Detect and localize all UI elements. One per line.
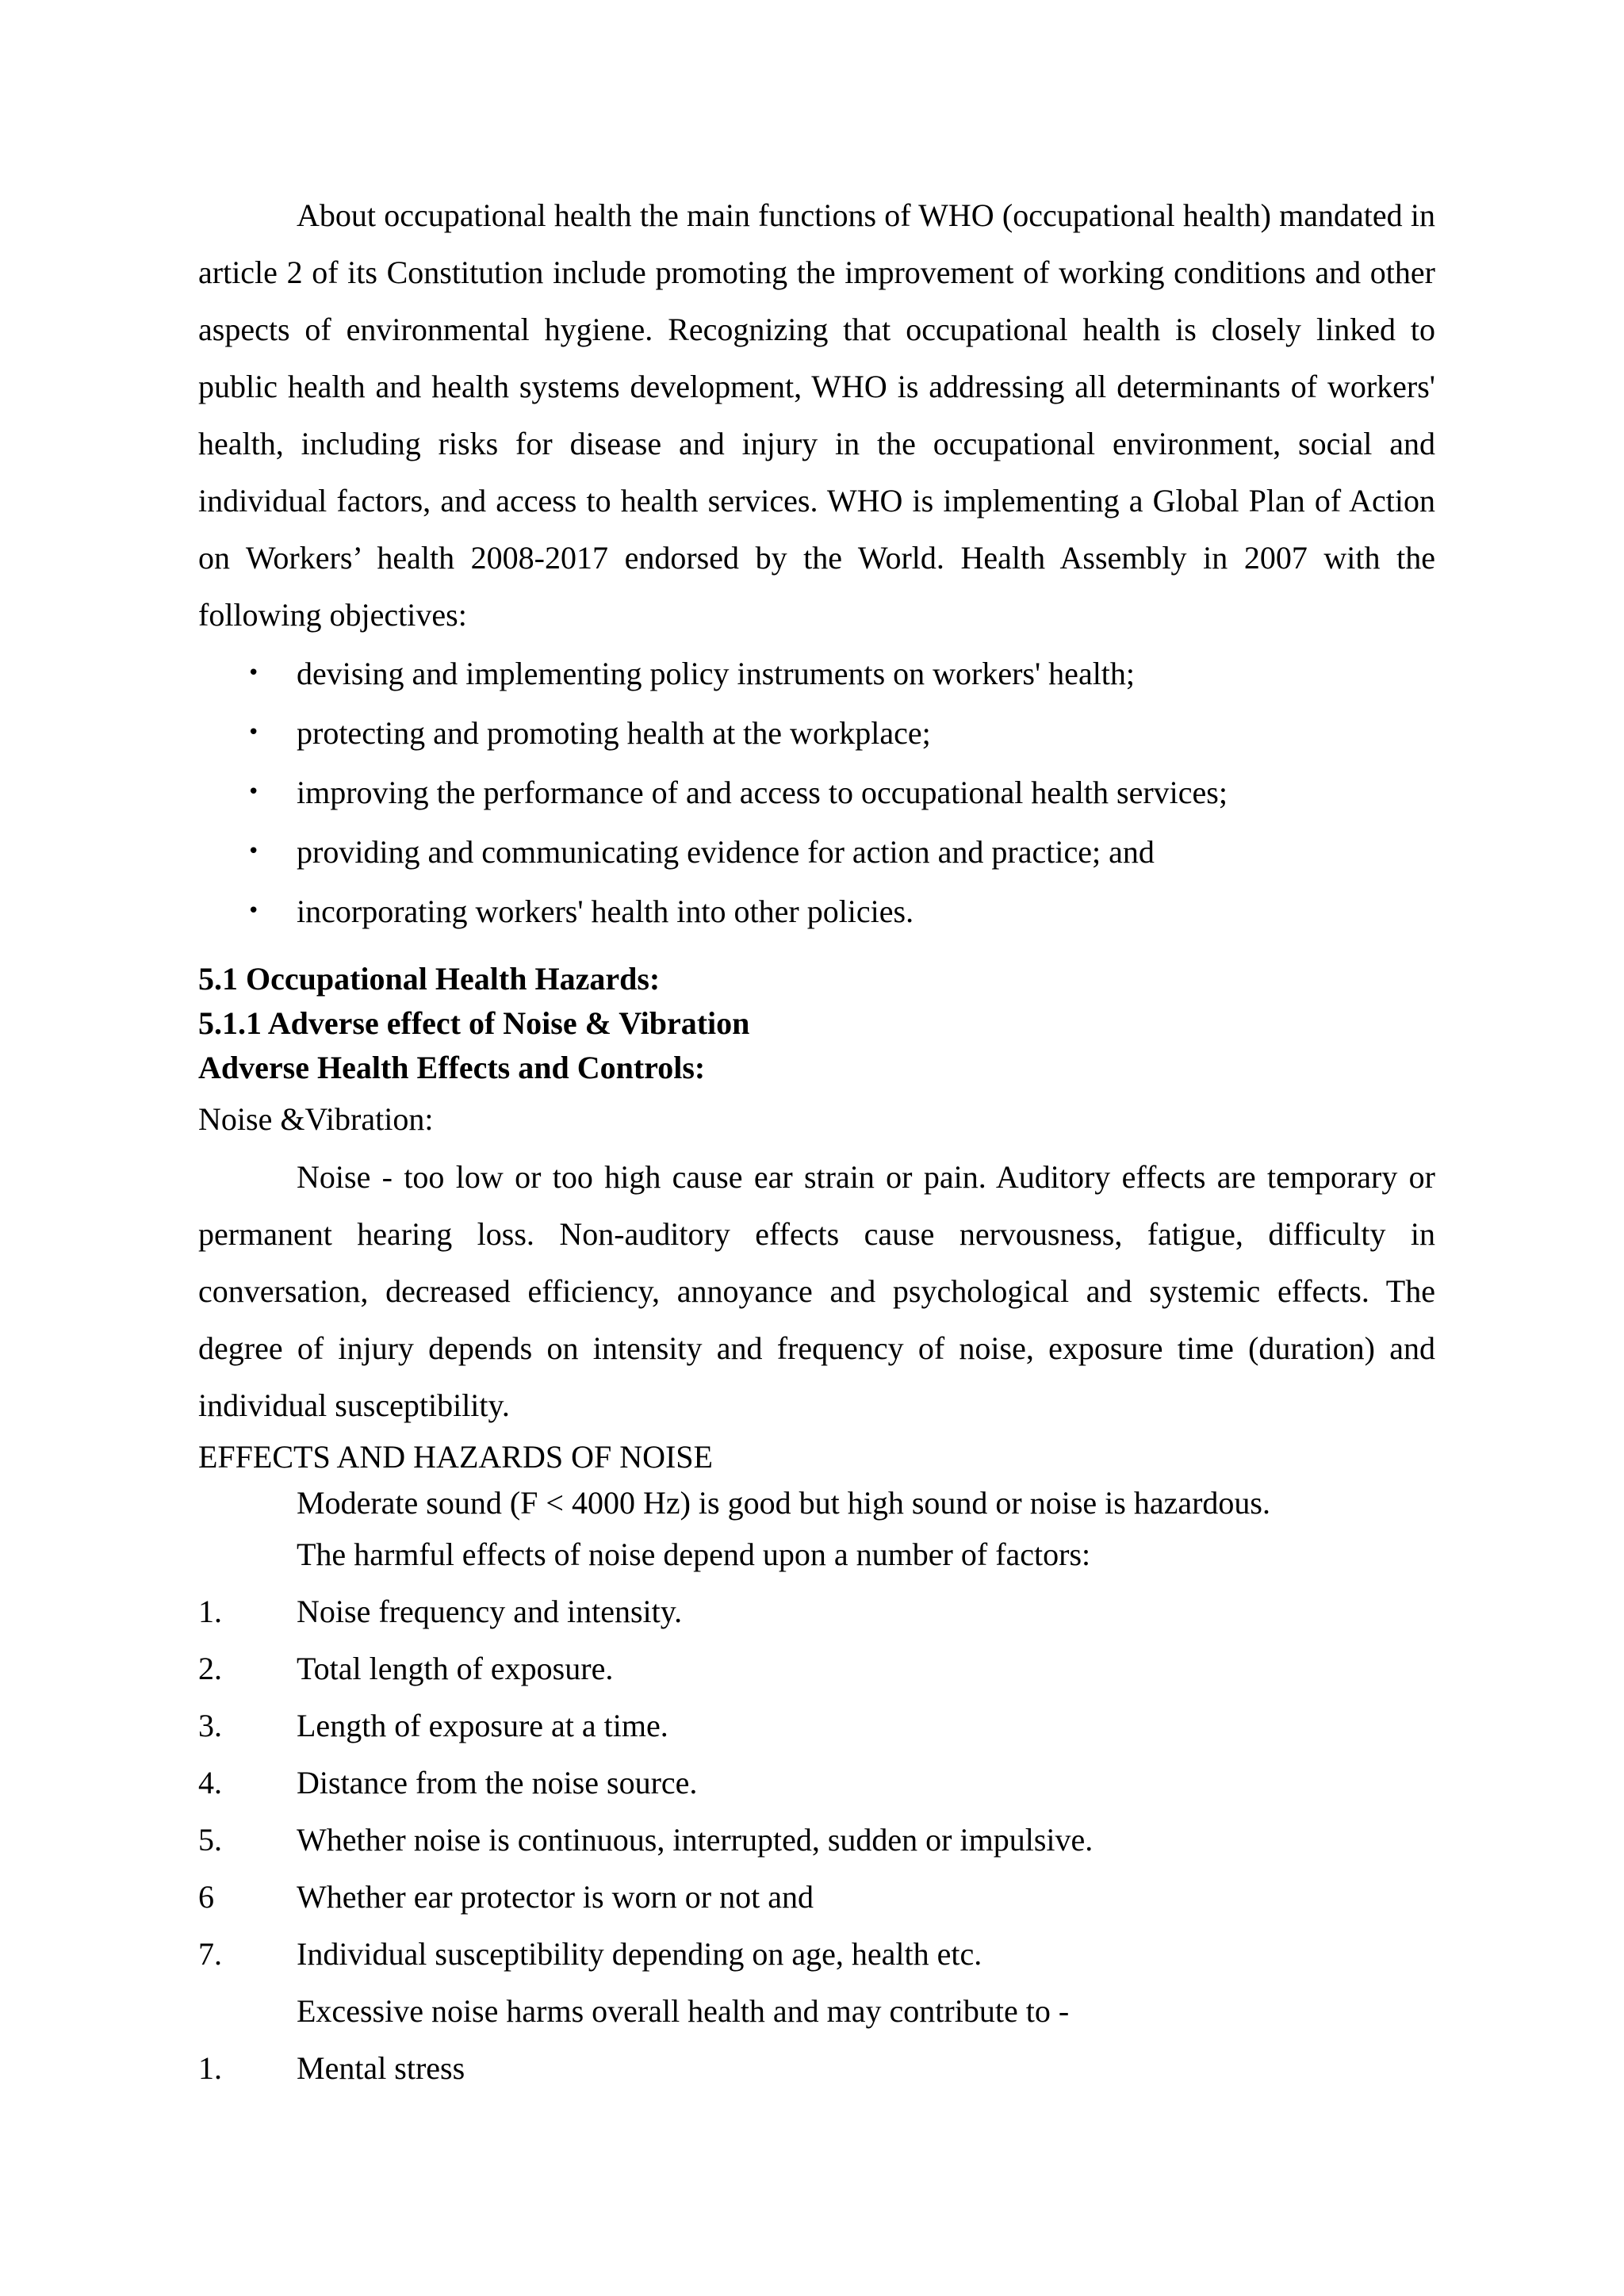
list-number: 1.: [198, 2050, 222, 2086]
list-item: [198, 1640, 1435, 1697]
document-page: [198, 187, 1435, 2097]
factor-text: Total length of exposure.: [297, 1651, 614, 1686]
list-item: [198, 1926, 1435, 1983]
contribution-text: Mental stress: [297, 2050, 465, 2086]
list-item: [198, 763, 1435, 822]
subsection-heading: 5.1.1 Adverse effect of Noise & Vibration: [198, 1005, 750, 1041]
bullet-icon: •: [247, 780, 260, 804]
objective-text: devising and implementing policy instruments on workers' health;: [297, 656, 1136, 691]
objective-text: incorporating workers' health into other policies.: [297, 894, 914, 929]
list-item: [198, 882, 1435, 941]
list-item: [198, 822, 1435, 882]
excessive-noise-intro: Excessive noise harms overall health and may contribute to -: [297, 1993, 1070, 2029]
list-item: [198, 644, 1435, 703]
list-item: [198, 1697, 1435, 1755]
list-number: 7.: [198, 1936, 222, 1972]
intro-paragraph: About occupational health the main functions of WHO (occupational health) mandated in article 2 of its Constitution include promoting the improvement of working conditions and other aspects of environmental hygiene. Recognizing that occupational health is closely linked to public health and health systems development, WHO is addressing all determinants of workers' health, including risks for disease and injury in the occupational environment, social and individual factors, and access to health services. WHO is implementing a Global Plan of Action on Workers’ health 2008-2017 endorsed by the World. Health Assembly in 2007 with the following objectives:: [198, 197, 1435, 633]
factor-text: Distance from the noise source.: [297, 1765, 698, 1800]
factor-text: Noise frequency and intensity.: [297, 1594, 683, 1629]
effects-heading: EFFECTS AND HAZARDS OF NOISE: [198, 1439, 713, 1475]
list-item: [198, 1583, 1435, 1640]
contributions-list: [198, 2040, 1435, 2097]
list-number: 6: [198, 1879, 214, 1915]
bullet-icon: •: [247, 840, 260, 863]
bullet-icon: •: [247, 661, 260, 685]
list-number: 3.: [198, 1708, 222, 1743]
list-item: [198, 703, 1435, 763]
list-item: [198, 2040, 1435, 2097]
list-number: 2.: [198, 1651, 222, 1686]
moderate-sound-text: Moderate sound (F < 4000 Hz) is good but high sound or noise is hazardous.: [297, 1485, 1270, 1521]
section-headings: [198, 957, 1435, 1090]
factor-text: Whether noise is continuous, interrupted, sudden or impulsive.: [297, 1822, 1094, 1858]
noise-label: Noise &Vibration:: [198, 1101, 434, 1137]
factors-intro: The harmful effects of noise depend upon a number of factors:: [297, 1536, 1091, 1572]
factors-list: [198, 1583, 1435, 1983]
objectives-list: [198, 644, 1435, 941]
list-number: 4.: [198, 1765, 222, 1800]
bullet-icon: •: [247, 899, 260, 923]
objective-text: protecting and promoting health at the workplace;: [297, 715, 931, 751]
list-item: [198, 1755, 1435, 1812]
list-number: 1.: [198, 1594, 222, 1629]
noise-paragraph: Noise - too low or too high cause ear strain or pain. Auditory effects are temporary or permanent hearing loss. Non-auditory effects cause nervousness, fatigue, difficulty in conversation, decreased efficiency, annoyance and psychological and systemic effects. The degree of injury depends on intensity and frequency of noise, exposure time (duration) and individual susceptibility.: [198, 1159, 1435, 1423]
bullet-icon: •: [247, 721, 260, 744]
section-heading: 5.1 Occupational Health Hazards:: [198, 961, 661, 997]
list-item: [198, 1812, 1435, 1869]
list-item: [198, 1869, 1435, 1926]
objective-text: providing and communicating evidence for action and practice; and: [297, 834, 1155, 870]
factor-text: Individual susceptibility depending on age, health etc.: [297, 1936, 982, 1972]
objective-text: improving the performance of and access to occupational health services;: [297, 775, 1228, 810]
list-number: 5.: [198, 1822, 222, 1858]
factor-text: Whether ear protector is worn or not and: [297, 1879, 814, 1915]
sub-subsection-heading: Adverse Health Effects and Controls:: [198, 1050, 706, 1085]
factor-text: Length of exposure at a time.: [297, 1708, 668, 1743]
